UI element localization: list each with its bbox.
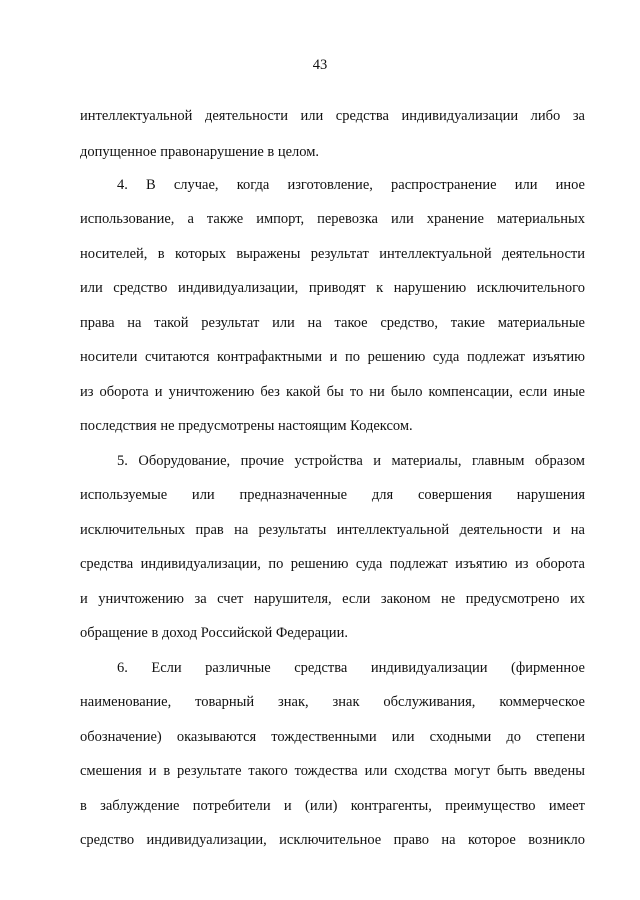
text-line: обращение в доход Российской Федерации. — [80, 625, 348, 641]
text-line: или средство индивидуализации, приводят к нарушению исключительного — [80, 280, 585, 296]
text-line: используемые или предназначенные для совершения нарушения — [80, 487, 585, 503]
text-line: средства индивидуализации, по решению суда подлежат изъятию из оборота — [80, 556, 585, 572]
text-line: и уничтожению за счет нарушителя, если законом не предусмотрено их — [80, 591, 585, 607]
text-line: 4. В случае, когда изготовление, распространение или иное — [117, 177, 585, 193]
text-line: интеллектуальной деятельности или средства индивидуализации либо за — [80, 108, 585, 124]
text-line: последствия не предусмотрены настоящим Кодексом. — [80, 418, 413, 434]
text-line: обозначение) оказываются тождественными или сходными до степени — [80, 729, 585, 745]
text-line: 6. Если различные средства индивидуализации (фирменное — [117, 660, 585, 676]
text-line: 5. Оборудование, прочие устройства и материалы, главным образом — [117, 453, 585, 469]
text-line: наименование, товарный знак, знак обслуживания, коммерческое — [80, 694, 585, 710]
page-number: 43 — [312, 57, 328, 73]
text-line: допущенное правонарушение в целом. — [80, 144, 320, 160]
text-line: исключительных прав на результаты интеллектуальной деятельности и на — [80, 522, 585, 538]
text-line: в заблуждение потребители и (или) контрагенты, преимущество имеет — [80, 798, 585, 814]
text-line: права на такой результат или на такое средство, такие материальные — [80, 315, 585, 331]
text-line: смешения и в результате такого тождества или сходства могут быть введены — [80, 763, 585, 779]
text-line: использование, а также импорт, перевозка или хранение материальных — [80, 211, 585, 227]
text-line: носители считаются контрафактными и по решению суда подлежат изъятию — [80, 349, 585, 365]
text-line: из оборота и уничтожению без какой бы то ни было компенсации, если иные — [80, 384, 585, 400]
text-line: носителей, в которых выражены результат интеллектуальной деятельности — [80, 246, 585, 262]
text-line: средство индивидуализации, исключительное право на которое возникло — [80, 832, 585, 848]
